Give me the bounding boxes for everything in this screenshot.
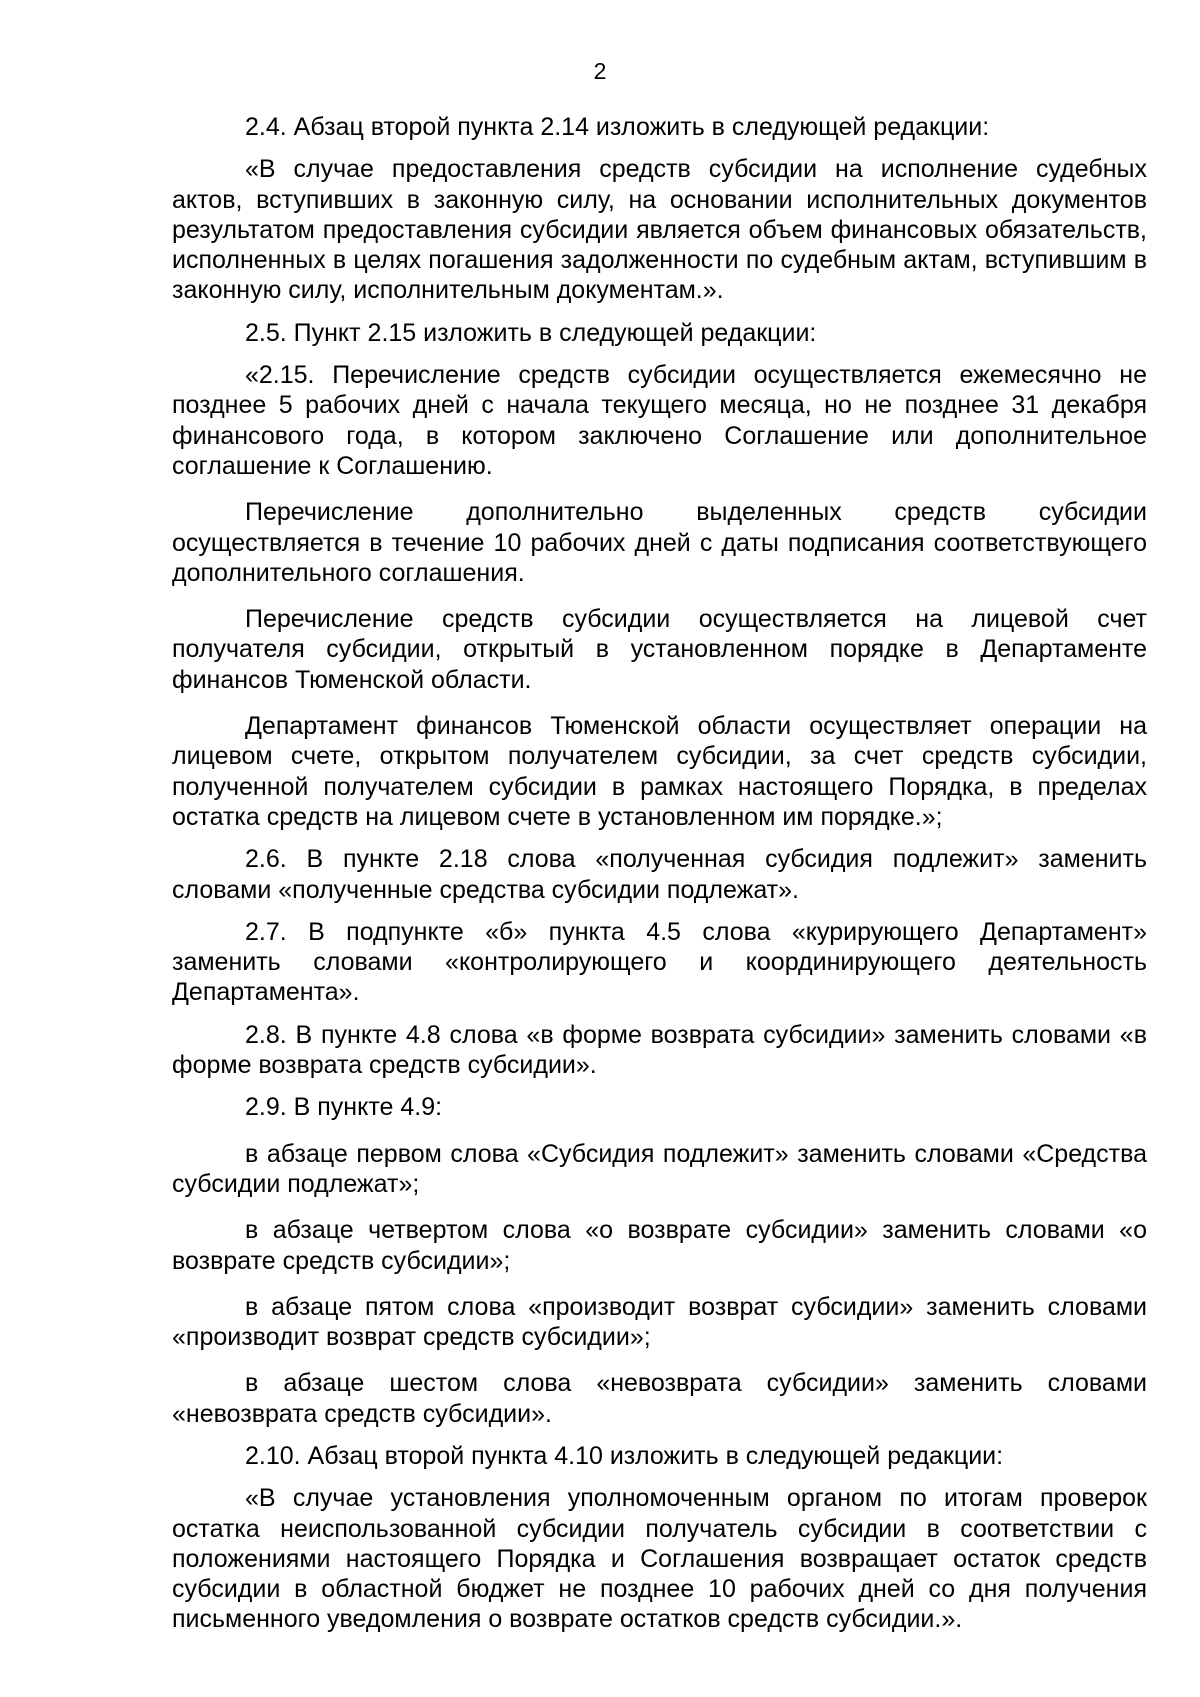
paragraph-additional-transfer: Перечисление дополнительно выделенных средств субсидии осуществляется в течение 10 рабочих дней с даты подписания соответствующего дополнительного соглашения. (172, 498, 1147, 587)
paragraph-account-transfer: Перечисление средств субсидии осуществляется на лицевой счет получателя субсидии, открытый в установленном порядке в Департаменте финансов Тюменской области. (172, 605, 1147, 694)
page-number: 2 (593, 58, 607, 84)
paragraph-quote-2-15: «2.15. Перечисление средств субсидии осуществляется ежемесячно не позднее 5 рабочих дней с начала текущего месяца, но не позднее 31 декабря финансового года, в котором заключено Соглашение или дополнительное соглашение к Соглашению. (172, 361, 1147, 480)
paragraph-2-6: 2.6. В пункте 2.18 слова «полученная субсидия подлежит» заменить словами «полученные средства субсидии подлежат». (172, 845, 1147, 904)
paragraph-2-9: 2.9. В пункте 4.9: (245, 1093, 443, 1122)
paragraph-2-10: 2.10. Абзац второй пункта 4.10 изложить в следующей редакции: (245, 1441, 1004, 1470)
paragraph-finance-department: Департамент финансов Тюменской области осуществляет операции на лицевом счете, открытом получателем субсидии, за счет средств субсидии, полученной получателем субсидии в рамках настоящего Порядка, в пределах остатка средств на лицевом счете в установленном им порядке.»; (172, 712, 1147, 831)
paragraph-abzac-5: в абзаце пятом слова «производит возврат субсидии» заменить словами «производит возврат средств субсидии»; (172, 1292, 1147, 1352)
paragraph-quote-2-14: «В случае предоставления средств субсидии на исполнение судебных актов, вступивших в законную силу, на основании исполнительных документов результатом предоставления субсидии является объем финансовых обязательств, исполненных в целях погашения задолженности по судебным актам, вступившим в законную силу, исполнительным документам.». (172, 155, 1147, 305)
paragraph-quote-4-10: «В случае установления уполномоченным органом по итогам проверок остатка неиспользованной субсидии получатель субсидии в соответствии с положениями настоящего Порядка и Соглашения возвращает остаток средств субсидии в областной бюджет не позднее 10 рабочих дней со дня получения письменного уведомления о возврате остатков средств субсидии.». (172, 1484, 1147, 1634)
document-body (172, 112, 1147, 1635)
paragraph-2-7: 2.7. В подпункте «б» пункта 4.5 слова «курирующего Департамент» заменить словами «контролирующего и координирующего деятельность Департамента». (172, 917, 1147, 1007)
paragraph-abzac-4: в абзаце четвертом слова «о возврате субсидии» заменить словами «о возврате средств субсидии»; (172, 1216, 1147, 1275)
paragraph-abzac-1: в абзаце первом слова «Субсидия подлежит» заменить словами «Средства субсидии подлежат»; (172, 1139, 1147, 1198)
paragraph-2-8: 2.8. В пункте 4.8 слова «в форме возврата субсидии» заменить словами «в форме возврата средств субсидии». (172, 1020, 1147, 1080)
paragraph-abzac-6: в абзаце шестом слова «невозврата субсидии» заменить словами «невозврата средств субсидии». (172, 1369, 1147, 1428)
paragraph-2-4: 2.4. Абзац второй пункта 2.14 изложить в следующей редакции: (245, 113, 990, 141)
paragraph-2-5: 2.5. Пункт 2.15 изложить в следующей редакции: (245, 318, 817, 347)
